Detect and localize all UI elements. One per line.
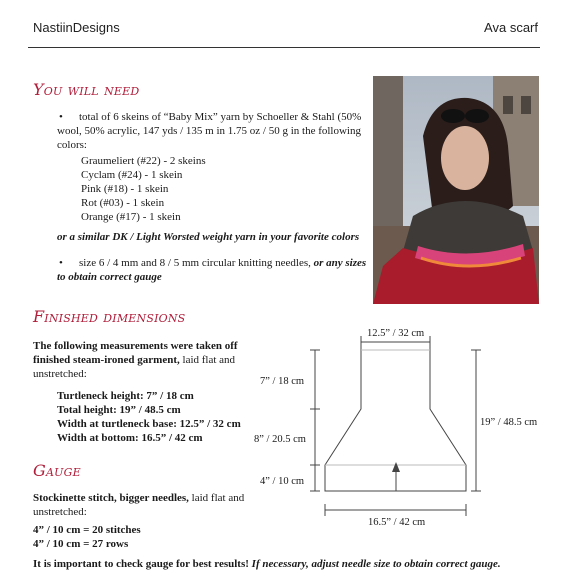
alternative-yarn-note: or a similar DK / Light Worsted weight yarn in your favorite colors (57, 231, 360, 243)
header-rule (28, 47, 540, 48)
gauge-heading: Gauge (33, 461, 81, 480)
gauge-intro-bold: Stockinette stitch, bigger needles, (33, 492, 189, 504)
top-width-label: 12.5” / 32 cm (367, 328, 425, 339)
gauge-note-italic: If necessary, adjust needle size to obtain correct gauge. (248, 558, 501, 570)
gauge-stitches: 4” / 10 cm = 20 stitches (33, 524, 141, 536)
dimensions-intro-line-3: unstretched: (33, 368, 87, 380)
measurement-item: Width at bottom: 16.5” / 42 cm (57, 432, 203, 444)
color-list-item: Cyclam (#24) - 1 skein (81, 169, 183, 181)
needles-line-2: to obtain correct gauge (57, 271, 162, 283)
yarn-line-3: colors: (57, 139, 87, 151)
pattern-title: Ava scarf (484, 20, 538, 35)
turtleneck-height-label: 7” / 18 cm (260, 376, 305, 387)
scarf-schematic (250, 322, 550, 534)
dimensions-intro-bold: finished steam-ironed garment, (33, 354, 180, 366)
dimensions-intro-plain: laid flat and (179, 354, 236, 366)
total-height-label: 19” / 48.5 cm (480, 417, 538, 428)
measurement-item: Turtleneck height: 7” / 18 cm (57, 390, 194, 402)
needles-text: size 6 / 4 mm and 8 / 5 mm circular knitting needles, (79, 257, 311, 269)
dimensions-intro-line-2 (33, 353, 235, 367)
measurement-item: Width at turtleneck base: 12.5” / 32 cm (57, 418, 241, 430)
gauge-note-bold: It is important to check gauge for best results! (33, 558, 249, 570)
bottom-width-label: 16.5” / 42 cm (368, 517, 426, 528)
gauge-intro-line-2: unstretched: (33, 506, 87, 518)
color-list-item: Pink (#18) - 1 skein (81, 183, 169, 195)
gauge-rows: 4” / 10 cm = 27 rows (33, 538, 129, 550)
color-list-item: Orange (#17) - 1 skein (81, 211, 181, 223)
gauge-note (33, 557, 501, 571)
body-height-label: 8” / 20.5 cm (254, 434, 306, 445)
yarn-line-2: wool, 50% acrylic, 147 yds / 135 m in 1.75 oz / 50 g in the following (57, 125, 361, 137)
you-will-need-heading: You will need (33, 80, 140, 99)
arrow-head-icon (392, 462, 400, 472)
model-photo (373, 76, 539, 304)
brand-name: NastiinDesigns (33, 20, 120, 35)
color-list-item: Rot (#03) - 1 skein (81, 197, 165, 209)
dimensions-intro-line-1: The following measurements were taken off (33, 340, 238, 352)
measurement-item: Total height: 19” / 48.5 cm (57, 404, 181, 416)
finished-dimensions-heading: Finished dimensions (33, 307, 186, 326)
yarn-line-1: • total of 6 skeins of “Baby Mix” yarn by Schoeller & Stahl (50% (79, 110, 361, 124)
border-height-label: 4” / 10 cm (260, 476, 305, 487)
gauge-intro-plain: laid flat and (188, 492, 245, 504)
color-list-item: Graumeliert (#22) - 2 skeins (81, 155, 206, 167)
gauge-intro-line-1 (33, 491, 244, 505)
model-photo-illustration (373, 76, 539, 304)
needles-line-1 (79, 256, 366, 270)
needles-any-sizes: or any sizes (310, 257, 367, 269)
